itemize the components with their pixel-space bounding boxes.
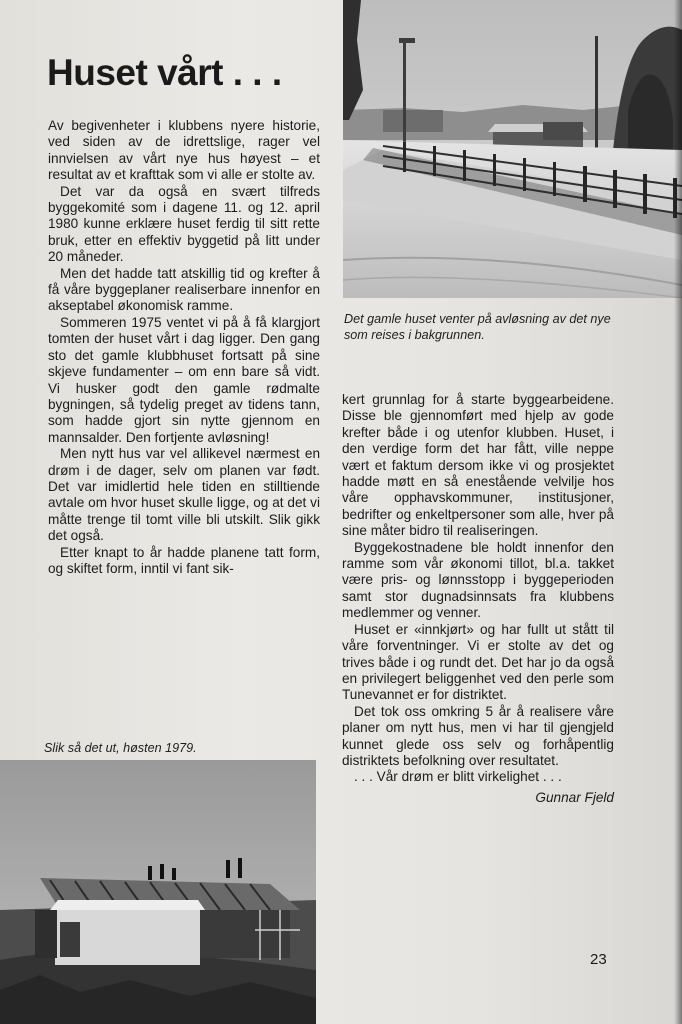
- article-right-column: [342, 392, 614, 806]
- article-title: Huset vårt . . .: [47, 52, 282, 93]
- bottom-photo-caption: Slik så det ut, høsten 1979.: [44, 741, 197, 755]
- paragraph: Etter knapt to år hadde planene tatt form, og skiftet form, inntil vi fant sik-: [48, 544, 320, 576]
- paragraph: Byggekostnadene ble holdt innenfor den ramme som vår økonomi tillot, bl.a. takket være pris- og lønnsstopp i byggeperioden samt stor dugnadsinnsats fra klubbens medlemmer og venner.: [342, 539, 614, 621]
- paragraph: Huset er «innkjørt» og har fullt ut stått til våre forventninger. Vi er stolte av det og trives både i og rundt det. Det har jo da også en privilegert beliggenhet ved den perle som Tunevannet er for distriktet.: [342, 621, 614, 703]
- paragraph: Men nytt hus var vel allikevel nærmest en drøm i de dager, selv om planen var født. Det var imidlertid hele tiden en stilltiende avtale om hvor huset skulle ligge, og at det vi måtte trenge til tomt ville bli utskilt. Slik gikk det også.: [48, 446, 320, 544]
- paragraph: kert grunnlag for å starte byggearbeidene. Disse ble gjennomført med hjelp av gode krefter både i og utenfor klubben. Huset, i den verdige form det har fått, ville neppe vært et faktum dersom ikke vi og prosjektet hadde møtt en så enestående velvilje hos våre opphavskommuner, institusjoner, bedrifter og enkeltpersoner som alle, hver på sine måter bidro til realiseringen.: [342, 392, 614, 539]
- top-photo-caption: Det gamle huset venter på avløsning av det nye som reises i bakgrunnen.: [344, 312, 611, 342]
- paragraph: Men det hadde tatt atskillig tid og krefter å få våre byggeplaner realiserbare innenfor en akseptabel økonomisk ramme.: [48, 265, 320, 314]
- author-signature: Gunnar Fjeld: [535, 789, 614, 805]
- old-clubhouse-photo: [343, 0, 682, 298]
- paragraph: Av begivenheter i klubbens nyere historie, ved siden av de idrettslige, rager vel innvielsen av vårt nye hus høyest – et resultat av et krafttak som vi alle er stolte av.: [48, 118, 320, 183]
- paragraph: Det var da også en svært tilfreds byggekomité som i dagene 11. og 12. april 1980 kunne erklære huset ferdig til sitt rette bruk, etter en effektiv byggetid på litt under 20 måneder.: [48, 183, 320, 265]
- construction-photo: [0, 760, 316, 1024]
- paragraph: Det tok oss omkring 5 år å realisere våre planer om nytt hus, men vi har til gjengjeld kunnet glede oss selv og forhåpentlig distriktets befolkning over resultatet.: [342, 703, 614, 768]
- article-left-column: [48, 118, 320, 577]
- page-number: 23: [590, 951, 607, 968]
- paragraph: Sommeren 1975 ventet vi på å få klargjort tomten der huset vårt i dag ligger. Den gang sto det gamle klubbhuset fortsatt på sine skjeve fundamenter – om enn bare så vidt. Vi husker godt den gamle rødmalte bygningen, så tydelig preget av tidens tann, som hadde gjort sin nytte gjennom en mannsalder. Den fortjente avløsning!: [48, 314, 320, 445]
- page-edge-shadow: [674, 0, 682, 1024]
- closing-line: . . . Vår drøm er blitt virkelighet . . .: [354, 769, 562, 785]
